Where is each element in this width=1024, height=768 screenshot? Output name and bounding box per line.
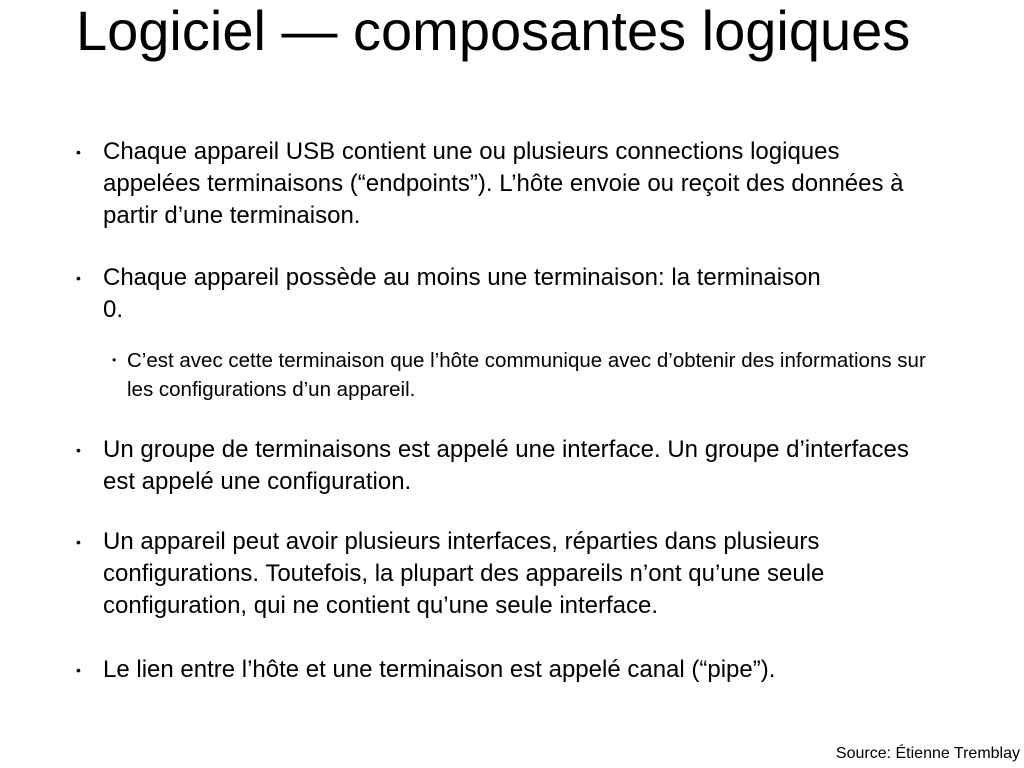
slide-title: Logiciel — composantes logiques <box>76 0 911 62</box>
bullet-text: Le lien entre l’hôte et une terminaison est appelé canal (“pipe”). <box>103 656 776 683</box>
sub-bullet-dot: • <box>112 353 117 367</box>
bullet-dot: • <box>76 442 81 458</box>
bullet-text: Chaque appareil USB contient une ou plusieurs connections logiques appelées terminaisons (“endpoints”). L’hôte envoie ou reçoit des données à partir d’une terminaison. <box>103 138 904 229</box>
source-credit: Source: Étienne Tremblay <box>835 745 1020 762</box>
sub-bullet-text: C’est avec cette terminaison que l’hôte communique avec d’obtenir des informations sur les configurations d’un appareil. <box>127 349 926 401</box>
bullet-dot: • <box>76 534 81 550</box>
bullet-text: Chaque appareil possède au moins une terminaison: la terminaison 0. <box>103 264 821 323</box>
bullet-dot: • <box>76 662 81 678</box>
bullet-dot: • <box>76 144 81 160</box>
bullet-text: Un appareil peut avoir plusieurs interfaces, réparties dans plusieurs configurations. Toutefois, la plupart des appareils n’ont qu’une seule configuration, qui ne contient qu’une seule interface. <box>103 528 825 619</box>
bullet-dot: • <box>76 270 81 286</box>
bullet-text: Un groupe de terminaisons est appelé une interface. Un groupe d’interfaces est appelé une configuration. <box>103 436 909 495</box>
